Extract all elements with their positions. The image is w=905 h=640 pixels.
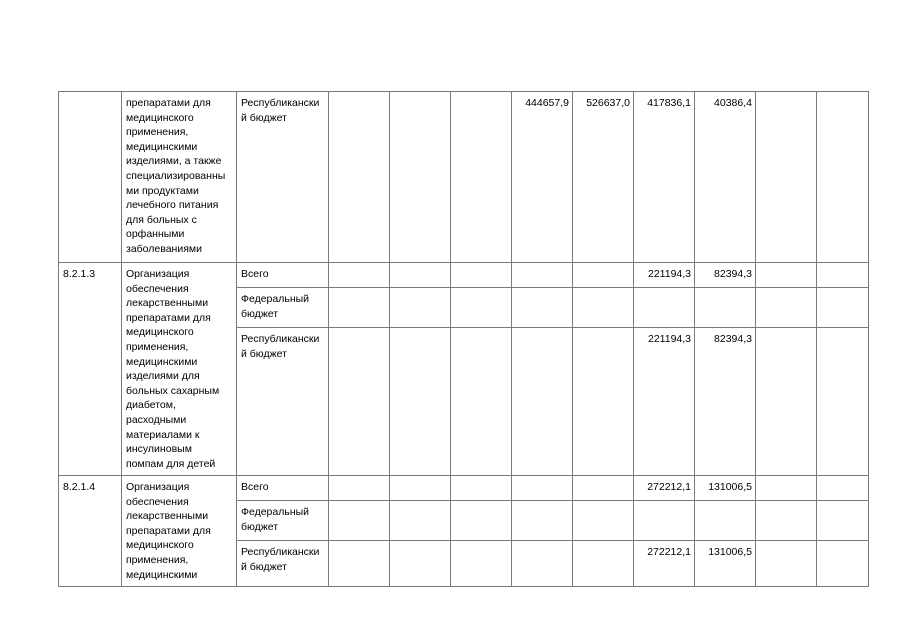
value-cell xyxy=(817,476,869,501)
funding-source: Республикански й бюджет xyxy=(237,328,329,476)
value-cell xyxy=(329,288,390,328)
value-cell xyxy=(512,476,573,501)
value-cell: 82394,3 xyxy=(695,328,756,476)
value-cell xyxy=(756,288,817,328)
value-cell: 272212,1 xyxy=(634,541,695,587)
value-cell xyxy=(756,328,817,476)
value-cell xyxy=(573,541,634,587)
value-cell xyxy=(390,288,451,328)
program-name: препаратами для медицинского применения, медицинскими изделиями, а также специализированны ми продуктами лечебного питания для больных с орфанными заболеваниями xyxy=(122,92,237,263)
value-cell xyxy=(756,476,817,501)
value-cell: 417836,1 xyxy=(634,92,695,263)
value-cell xyxy=(756,501,817,541)
value-cell xyxy=(512,501,573,541)
value-cell: 82394,3 xyxy=(695,263,756,288)
value-cell xyxy=(329,92,390,263)
value-cell xyxy=(573,328,634,476)
value-cell: 221194,3 xyxy=(634,263,695,288)
value-cell xyxy=(451,328,512,476)
value-cell xyxy=(817,263,869,288)
value-cell xyxy=(329,501,390,541)
value-cell: 131006,5 xyxy=(695,541,756,587)
value-cell xyxy=(451,263,512,288)
funding-source: Республикански й бюджет xyxy=(237,541,329,587)
value-cell xyxy=(390,541,451,587)
value-cell xyxy=(573,263,634,288)
value-cell: 272212,1 xyxy=(634,476,695,501)
value-cell xyxy=(573,476,634,501)
value-cell xyxy=(329,476,390,501)
value-cell xyxy=(390,328,451,476)
funding-source: Республикански й бюджет xyxy=(237,92,329,263)
value-cell xyxy=(695,501,756,541)
value-cell xyxy=(817,92,869,263)
value-cell xyxy=(390,476,451,501)
value-cell xyxy=(451,541,512,587)
value-cell: 131006,5 xyxy=(695,476,756,501)
value-cell: 221194,3 xyxy=(634,328,695,476)
value-cell: 40386,4 xyxy=(695,92,756,263)
value-cell xyxy=(756,541,817,587)
value-cell xyxy=(512,541,573,587)
value-cell xyxy=(756,92,817,263)
value-cell: 444657,9 xyxy=(512,92,573,263)
program-code: 8.2.1.3 xyxy=(59,263,122,476)
value-cell xyxy=(634,501,695,541)
value-cell xyxy=(451,476,512,501)
value-cell xyxy=(817,288,869,328)
value-cell xyxy=(817,541,869,587)
value-cell xyxy=(512,328,573,476)
value-cell xyxy=(695,288,756,328)
program-name: Организация обеспечения лекарственными препаратами для медицинского применения, медицинскими изделиями для больных сахарным диабетом, расходными материалами к инсулиновым помпам для детей xyxy=(122,263,237,476)
value-cell xyxy=(756,263,817,288)
funding-source: Федеральный бюджет xyxy=(237,288,329,328)
value-cell xyxy=(451,92,512,263)
budget-table xyxy=(58,91,869,587)
value-cell xyxy=(817,328,869,476)
value-cell xyxy=(573,501,634,541)
value-cell xyxy=(329,541,390,587)
funding-source: Всего xyxy=(237,476,329,501)
value-cell xyxy=(512,263,573,288)
value-cell: 526637,0 xyxy=(573,92,634,263)
program-name: Организация обеспечения лекарственными препаратами для медицинского применения, медицинскими xyxy=(122,476,237,587)
value-cell xyxy=(329,328,390,476)
table-row xyxy=(59,92,869,263)
program-code xyxy=(59,92,122,263)
value-cell xyxy=(817,501,869,541)
value-cell xyxy=(390,501,451,541)
table-row xyxy=(59,476,869,501)
value-cell xyxy=(390,263,451,288)
value-cell xyxy=(573,288,634,328)
value-cell xyxy=(451,501,512,541)
value-cell xyxy=(390,92,451,263)
funding-source: Всего xyxy=(237,263,329,288)
program-code: 8.2.1.4 xyxy=(59,476,122,587)
value-cell xyxy=(451,288,512,328)
funding-source: Федеральный бюджет xyxy=(237,501,329,541)
value-cell xyxy=(329,263,390,288)
value-cell xyxy=(634,288,695,328)
value-cell xyxy=(512,288,573,328)
table-row xyxy=(59,263,869,288)
